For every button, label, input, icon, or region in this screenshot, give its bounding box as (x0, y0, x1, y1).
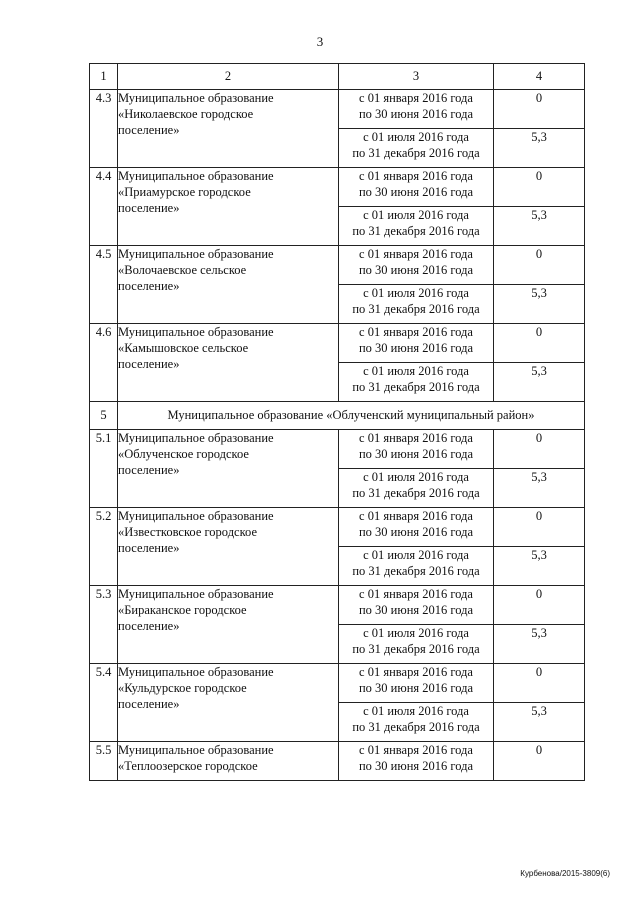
header-col-2: 2 (118, 64, 339, 90)
period-line: с 01 июля 2016 года (363, 286, 469, 300)
municipality-name-line: Муниципальное образование (118, 169, 274, 183)
rate-second-half: 5,3 (494, 469, 585, 508)
period-line: с 01 июля 2016 года (363, 548, 469, 562)
period-first-half (339, 168, 494, 207)
municipality-name-line: «Теплоозерское городское (118, 759, 258, 773)
row-number: 5.1 (90, 430, 118, 508)
period-line: с 01 июля 2016 года (363, 208, 469, 222)
municipality-name-line: поселение» (118, 697, 180, 711)
section-row (90, 402, 585, 430)
section-number: 5 (90, 402, 118, 430)
header-col-3: 3 (339, 64, 494, 90)
period-line: по 30 июня 2016 года (358, 525, 474, 539)
period-second-half (339, 547, 494, 586)
municipality-name-line: поселение» (118, 201, 180, 215)
rate-first-half: 0 (494, 168, 585, 207)
rate-first-half: 0 (494, 664, 585, 703)
period-second-half (339, 625, 494, 664)
page-number: 3 (316, 34, 324, 49)
municipality-name-line: поселение» (118, 541, 180, 555)
table-header-row (90, 64, 585, 90)
row-number: 4.4 (90, 168, 118, 246)
period-line: с 01 января 2016 года (359, 743, 473, 757)
period-first-half (339, 586, 494, 625)
municipality-name-line: «Облученское городское (118, 447, 249, 461)
period-line: с 01 января 2016 года (359, 587, 473, 601)
table-row (90, 90, 585, 129)
period-first-half (339, 664, 494, 703)
rate-second-half: 5,3 (494, 207, 585, 246)
table-row (90, 168, 585, 207)
period-line: с 01 января 2016 года (359, 665, 473, 679)
period-line: по 31 декабря 2016 года (352, 380, 480, 394)
municipality-name-line: «Николаевское городское (118, 107, 254, 121)
rate-first-half: 0 (494, 742, 585, 781)
period-line: с 01 июля 2016 года (363, 626, 469, 640)
rate-second-half: 5,3 (494, 625, 585, 664)
header-col-4: 4 (494, 64, 585, 90)
period-first-half (339, 246, 494, 285)
period-line: по 31 декабря 2016 года (352, 486, 480, 500)
period-line: с 01 января 2016 года (359, 169, 473, 183)
header-col-1: 1 (90, 64, 118, 90)
period-line: по 31 декабря 2016 года (352, 720, 480, 734)
period-line: с 01 июля 2016 года (363, 130, 469, 144)
row-number: 5.2 (90, 508, 118, 586)
rate-second-half: 5,3 (494, 703, 585, 742)
period-line: с 01 января 2016 года (359, 509, 473, 523)
municipality-name-line: Муниципальное образование (118, 91, 274, 105)
municipality-name-line: «Приамурское городское (118, 185, 251, 199)
municipality-name-line: Муниципальное образование (118, 743, 274, 757)
rate-second-half: 5,3 (494, 285, 585, 324)
row-number: 4.3 (90, 90, 118, 168)
period-second-half (339, 469, 494, 508)
municipality-name (118, 168, 339, 246)
table-row (90, 430, 585, 469)
row-number: 4.6 (90, 324, 118, 402)
period-line: с 01 июля 2016 года (363, 470, 469, 484)
rate-second-half: 5,3 (494, 547, 585, 586)
row-number: 5.4 (90, 664, 118, 742)
municipality-name-line: поселение» (118, 619, 180, 633)
period-line: с 01 января 2016 года (359, 431, 473, 445)
municipality-name (118, 90, 339, 168)
municipality-name (118, 430, 339, 508)
period-second-half (339, 129, 494, 168)
period-first-half (339, 742, 494, 781)
municipality-name (118, 508, 339, 586)
period-line: по 30 июня 2016 года (358, 759, 474, 773)
period-line: по 30 июня 2016 года (358, 447, 474, 461)
rate-first-half: 0 (494, 246, 585, 285)
period-line: по 31 декабря 2016 года (352, 146, 480, 160)
period-line: по 31 декабря 2016 года (352, 642, 480, 656)
rate-first-half: 0 (494, 90, 585, 129)
table-row (90, 664, 585, 703)
period-first-half (339, 90, 494, 129)
period-line: по 30 июня 2016 года (358, 603, 474, 617)
table-row (90, 508, 585, 547)
municipality-name (118, 246, 339, 324)
period-first-half (339, 430, 494, 469)
period-line: с 01 января 2016 года (359, 247, 473, 261)
period-line: по 31 декабря 2016 года (352, 224, 480, 238)
document-reference: Курбенова/2015-3809(6) (520, 869, 610, 878)
table-row (90, 246, 585, 285)
rate-first-half: 0 (494, 586, 585, 625)
period-second-half (339, 285, 494, 324)
period-line: с 01 января 2016 года (359, 91, 473, 105)
row-number: 4.5 (90, 246, 118, 324)
period-first-half (339, 324, 494, 363)
period-line: с 01 июля 2016 года (363, 364, 469, 378)
period-line: по 30 июня 2016 года (358, 263, 474, 277)
municipality-name-line: Муниципальное образование (118, 509, 274, 523)
period-second-half (339, 207, 494, 246)
municipality-name-line: Муниципальное образование (118, 587, 274, 601)
rate-first-half: 0 (494, 508, 585, 547)
row-number: 5.5 (90, 742, 118, 781)
period-line: по 30 июня 2016 года (358, 185, 474, 199)
municipality-name (118, 742, 339, 781)
period-line: по 31 декабря 2016 года (352, 564, 480, 578)
rates-table-body (90, 64, 585, 781)
municipality-name-line: поселение» (118, 123, 180, 137)
municipality-name (118, 664, 339, 742)
municipality-name-line: «Известковское городское (118, 525, 257, 539)
period-line: по 30 июня 2016 года (358, 107, 474, 121)
municipality-name-line: поселение» (118, 357, 180, 371)
municipality-name-line: Муниципальное образование (118, 431, 274, 445)
rate-second-half: 5,3 (494, 129, 585, 168)
municipality-name-line: «Бираканское городское (118, 603, 247, 617)
section-title: Муниципальное образование «Облученский муниципальный район» (118, 402, 585, 430)
row-number: 5.3 (90, 586, 118, 664)
municipality-name (118, 586, 339, 664)
rate-first-half: 0 (494, 324, 585, 363)
municipality-name-line: Муниципальное образование (118, 325, 274, 339)
municipality-name-line: «Камышовское сельское (118, 341, 249, 355)
municipality-name-line: поселение» (118, 463, 180, 477)
table-row (90, 586, 585, 625)
period-first-half (339, 508, 494, 547)
period-line: по 31 декабря 2016 года (352, 302, 480, 316)
municipality-name-line: «Волочаевское сельское (118, 263, 247, 277)
period-line: по 30 июня 2016 года (358, 681, 474, 695)
rates-table (89, 63, 585, 781)
period-second-half (339, 703, 494, 742)
period-line: с 01 января 2016 года (359, 325, 473, 339)
period-line: с 01 июля 2016 года (363, 704, 469, 718)
rate-first-half: 0 (494, 430, 585, 469)
period-line: по 30 июня 2016 года (358, 341, 474, 355)
municipality-name (118, 324, 339, 402)
table-row (90, 324, 585, 363)
municipality-name-line: «Кульдурское городское (118, 681, 247, 695)
municipality-name-line: Муниципальное образование (118, 665, 274, 679)
period-second-half (339, 363, 494, 402)
rate-second-half: 5,3 (494, 363, 585, 402)
municipality-name-line: поселение» (118, 279, 180, 293)
table-row-partial (90, 742, 585, 781)
municipality-name-line: Муниципальное образование (118, 247, 274, 261)
